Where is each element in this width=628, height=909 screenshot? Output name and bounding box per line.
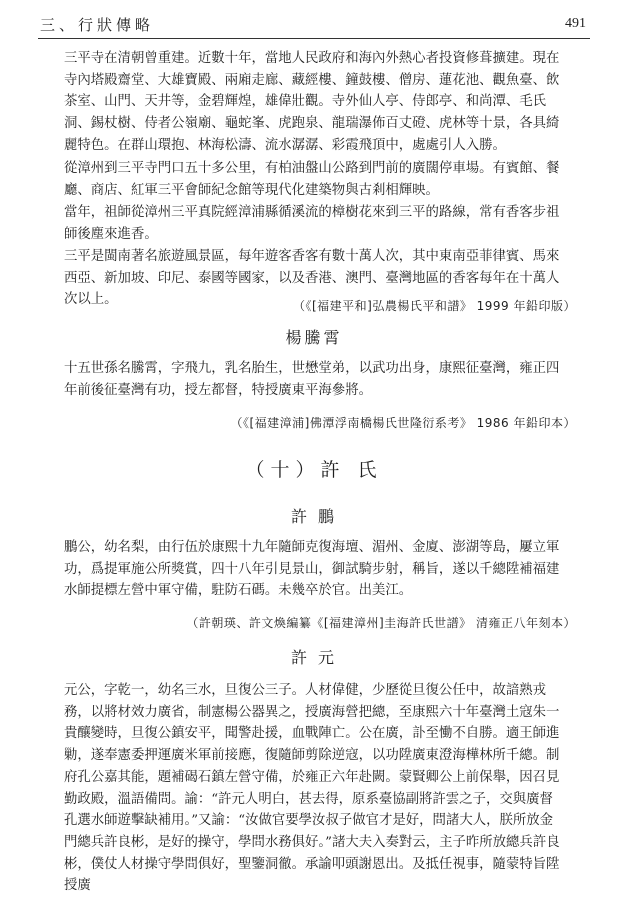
person-name-yang-tengxiao: 楊騰霄: [285, 328, 343, 347]
biography-yang-tengxiao: 十五世孫名騰霄，字飛九，乳名胎生，世懋堂弟，以武功出身，康熙征臺灣，雍正四年前後征臺灣有功，授左都督，特授廣東平海參將。: [64, 361, 560, 398]
citation-yang-pinghe: （《[福建平和]弘農楊氏平和譜》 1999 年鉛印版）: [292, 299, 576, 313]
paragraph-pilgrimage: 當年，祖師從漳州三平真院經漳浦縣循溪流的樟樹花來到三平的路線，常有香客步祖師後塵來進香。: [64, 205, 560, 242]
biography-xu-yuan: 元公，字乾一，幼名三水，旦復公三子。人材偉健，少歷從旦復公任中，故諳熟戎務，以將材效力廣省，制憲楊公器異之，授廣海營把總，至康熙六十年臺灣土寇朱一貴釀變時，旦復公鎮安平，聞警赴援，血戰陣亡。公在廣，訃至慟不自勝。適王師進勦，遂奉憲委押運廣米軍前接應，復隨師剪除逆寇，以功陞廣東澄海樺林所千總。制府孔公嘉其能，題補碣石鎮左營守備，於雍正六年赴闕。蒙賢卿公上前保舉，因召見勤政殿，溫語備問。諭：“許元人明白，甚去得，原系臺協副將許雲之子，交與廣督孔選水師遊擊缺補用。”又諭：“汝做官要學汝叔子做官才是好，問諸大人，朕所放金門總兵許良彬，是好的操守，學問水務俱好。”諸大夫入奏對云，主子昨所放總兵許良彬，僕仗人材操守學問俱好，聖鑒洞徹。承諭叩頭謝恩出。及抵任視事，隨蒙特旨陞授廣: [64, 683, 560, 894]
citation-yang-zhangpu: （《[福建漳浦]佛潭浮南橋楊氏世隆衍系考》 1986 年鉛印本）: [230, 416, 576, 430]
section-title-xu-clan: （十）許 氏: [245, 459, 383, 481]
citation-xu-guihai: （許朝瑛、許文煥編纂《[福建漳州]圭海許氏世譜》 清雍正八年刻本）: [186, 616, 576, 630]
header-rule: [38, 38, 590, 39]
paragraph-sanping-temple: 三平寺在清朝曾重建。近數十年，當地人民政府和海內外熱心者投資修葺擴建。現在寺內塔殿齋堂、大雄寶殿、兩廂走廊、藏經樓、鐘鼓樓、僧房、蓮花池、觀魚臺、飲茶室、山門、天井等，金碧輝煌，雄偉壯觀。寺外仙人亭、侍郎亭、和尚潭、毛氏洞、錫杖樹、侍者公嶺廟、龜蛇峯、虎跑泉、龍瑞瀑佈百丈磴、虎林等十景，各具綺麗特色。在群山環抱、林海松濤、流水潺潺、彩霞飛頂中，處處引人入勝。: [64, 51, 560, 153]
paragraph-road: 從漳州到三平寺門口五十多公里，有柏油盤山公路到門前的廣闊停車場。有賓館、餐廳、商店、紅軍三平會師紀念館等現代化建築物與古剎相輝映。: [64, 161, 560, 198]
person-name-xu-peng: 許 鵬: [290, 507, 338, 526]
biography-xu-peng: 鵬公，幼名梨，由行伍於康熙十九年隨師克復海壇、湄州、金廈、澎湖等島，屢立軍功，爲提軍施公所獎賞，四十八年引見景山，御試騎步射，稱旨，遂以千總陞補福建水師提標左營中軍守備，駐防石碼。未幾卒於官。出美江。: [64, 540, 560, 599]
person-name-xu-yuan: 許 元: [290, 648, 338, 667]
running-header-section: 三、行狀傳略: [40, 16, 155, 34]
paragraph-tourism: 三平是閩南著名旅遊風景區，每年遊客香客有數十萬人次，其中東南亞菲律賓、馬來西亞、新加坡、印尼、泰國等國家，以及香港、澳門、臺灣地區的香客每年在十萬人次以上。: [64, 249, 560, 308]
page-number: 491: [565, 16, 586, 31]
